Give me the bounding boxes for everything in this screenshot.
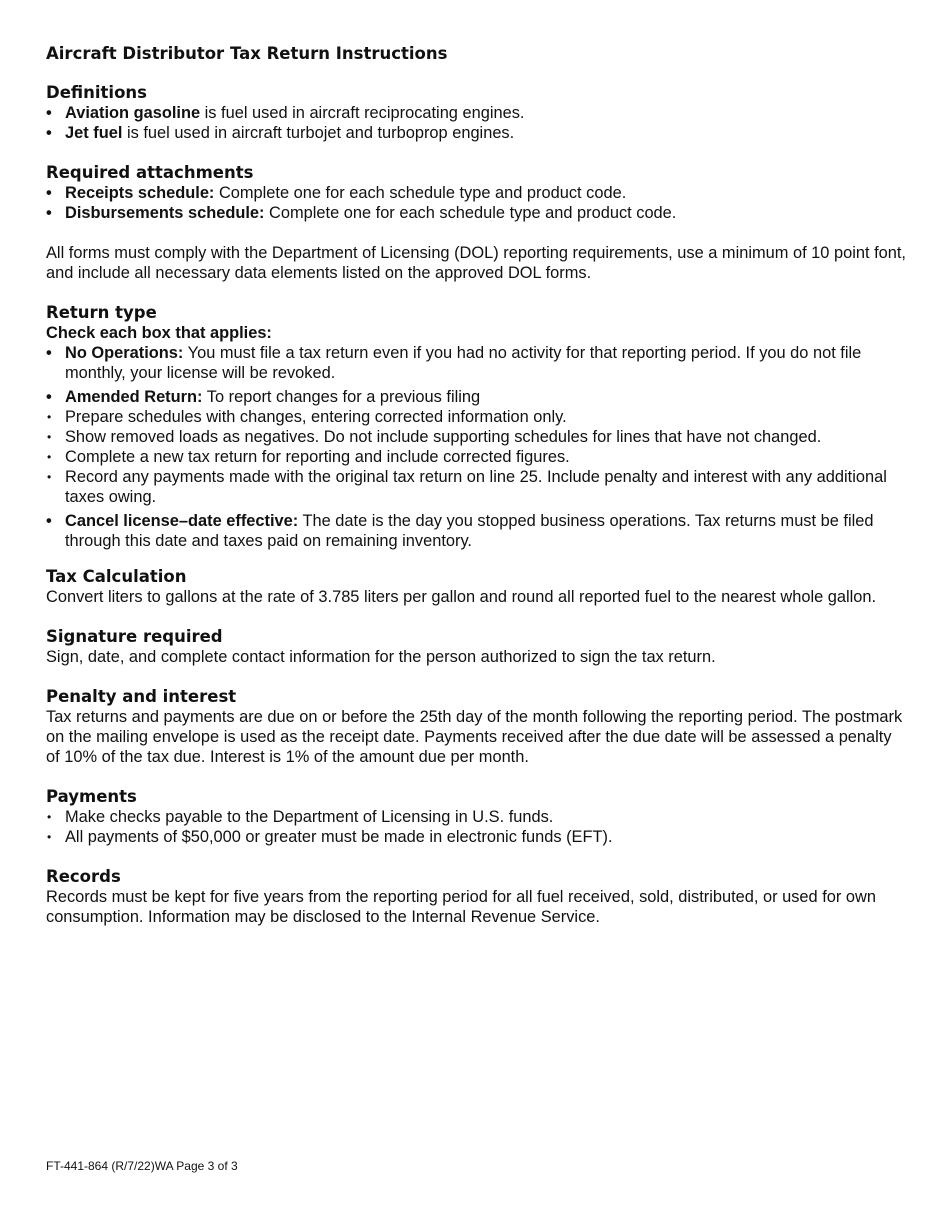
return-type-list	[46, 343, 906, 551]
signature-text: Sign, date, and complete contact information for the person authorized to sign the tax return.	[46, 648, 716, 666]
return-type-subheading: Check each box that applies:	[46, 324, 272, 342]
payments-section	[46, 787, 906, 847]
return-type-item-no-operations	[46, 343, 906, 383]
penalty-text: Tax returns and payments are due on or before the 25th day of the month following the reporting period. The postmark on the mailing envelope is used as the receipt date. Payments received after the due date will be assessed a penalty of 10% of the tax due. Interest is 1% of the amount due per month.	[46, 708, 903, 766]
records-heading: Records	[46, 867, 121, 886]
attachment-text: Complete one for each schedule type and product code.	[264, 204, 677, 222]
attachments-section	[46, 163, 906, 223]
penalty-heading: Penalty and interest	[46, 687, 237, 706]
return-type-item-amended	[46, 387, 906, 507]
attachment-text: Complete one for each schedule type and product code.	[214, 184, 627, 202]
records-section	[46, 867, 906, 927]
definitions-section	[46, 83, 906, 143]
compliance-note: All forms must comply with the Department of Licensing (DOL) reporting requirements, use a minimum of 10 point font, and include all necessary data elements listed on the approved DOL forms.	[46, 244, 906, 282]
tax-calculation-heading: Tax Calculation	[46, 567, 187, 586]
definition-text: is fuel used in aircraft turbojet and turboprop engines.	[122, 124, 515, 142]
definitions-heading: Definitions	[46, 83, 147, 102]
return-type-section	[46, 303, 906, 551]
attachment-term: Receipts schedule:	[65, 184, 215, 202]
cancel-text: The date is the day you stopped business operations. Tax returns must be filed through this date and taxes paid on remaining inventory.	[65, 512, 874, 550]
attachment-term: Disbursements schedule:	[65, 204, 265, 222]
amended-sub-item: • Complete a new tax return for reporting and include corrected figures.	[46, 447, 906, 467]
amended-sub-item: • Prepare schedules with changes, entering corrected information only.	[46, 407, 906, 427]
tax-calculation-text: Convert liters to gallons at the rate of 3.785 liters per gallon and round all reported fuel to the nearest whole gallon.	[46, 588, 877, 606]
amended-sub-item: • Record any payments made with the original tax return on line 25. Include penalty and interest with any additional taxes owing.	[46, 467, 906, 507]
penalty-section	[46, 687, 906, 767]
definitions-list	[46, 103, 906, 143]
return-type-item-cancel	[46, 511, 906, 551]
amended-term: Amended Return:	[65, 388, 203, 406]
payments-heading: Payments	[46, 787, 137, 806]
attachment-item	[46, 203, 906, 223]
page-title: Aircraft Distributor Tax Return Instructions	[46, 44, 448, 63]
definition-item	[46, 123, 906, 143]
return-type-heading: Return type	[46, 303, 157, 322]
payments-list	[46, 807, 906, 847]
signature-heading: Signature required	[46, 627, 223, 646]
attachment-item	[46, 183, 906, 203]
records-text: Records must be kept for five years from the reporting period for all fuel received, sold, distributed, or used for own consumption. Information may be disclosed to the Internal Revenue Service.	[46, 888, 876, 926]
page-footer: FT-441-864 (R/7/22)WA Page 3 of 3	[46, 1159, 238, 1173]
signature-section	[46, 627, 906, 667]
document-page	[46, 44, 906, 947]
attachments-list	[46, 183, 906, 223]
definition-term: Aviation gasoline	[65, 104, 201, 122]
amended-text: To report changes for a previous filing	[202, 388, 481, 406]
definition-item	[46, 103, 906, 123]
amended-sub-list	[46, 407, 906, 507]
amended-sub-item: • Show removed loads as negatives. Do not include supporting schedules for lines that have not changed.	[46, 427, 906, 447]
compliance-note-section	[46, 243, 906, 283]
tax-calculation-section	[46, 567, 906, 607]
payment-item: • All payments of $50,000 or greater must be made in electronic funds (EFT).	[46, 827, 906, 847]
attachments-heading: Required attachments	[46, 163, 254, 182]
definition-term: Jet fuel	[65, 124, 123, 142]
no-operations-term: No Operations:	[65, 344, 184, 362]
payment-item: • Make checks payable to the Department of Licensing in U.S. funds.	[46, 807, 906, 827]
definition-text: is fuel used in aircraft reciprocating engines.	[200, 104, 525, 122]
cancel-term: Cancel license–date effective:	[65, 512, 299, 530]
no-operations-text: You must file a tax return even if you had no activity for that reporting period. If you do not file monthly, your license will be revoked.	[65, 344, 862, 382]
